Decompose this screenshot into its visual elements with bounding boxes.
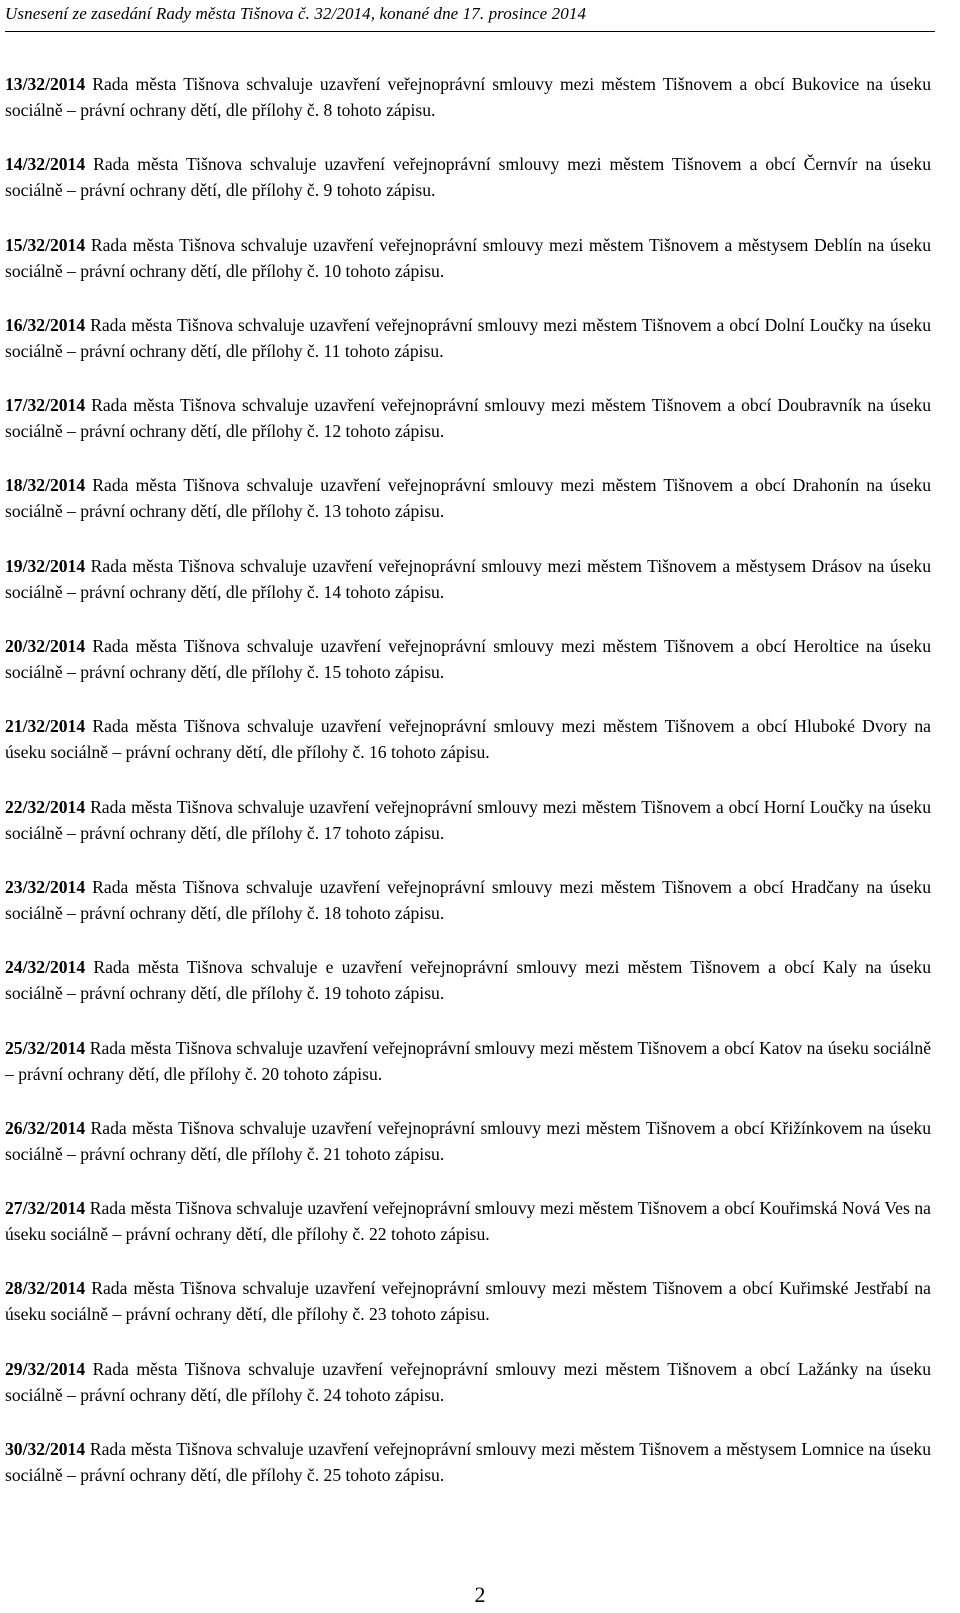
resolution-text: Rada města Tišnova schvaluje uzavření veřejnoprávní smlouvy mezi městem Tišnovem a obcí Hluboké Dvory na úseku sociálně – právní ochrany dětí, dle přílohy č. 16 tohoto zápisu. (5, 716, 931, 763)
resolution-item (5, 71, 931, 151)
resolution-item (5, 713, 931, 793)
resolution-text: Rada města Tišnova schvaluje uzavření veřejnoprávní smlouvy mezi městem Tišnovem a obcí Kouřimská Nová Ves na úseku sociálně – právní ochrany dětí, dle přílohy č. 22 tohoto zápisu. (5, 1198, 931, 1245)
page-number: 2 (474, 1582, 486, 1607)
resolution-text: Rada města Tišnova schvaluje uzavření veřejnoprávní smlouvy mezi městem Tišnovem a městysem Drásov na úseku sociálně – právní ochrany dětí, dle přílohy č. 14 tohoto zápisu. (5, 555, 931, 602)
resolution-text: Rada města Tišnova schvaluje uzavření veřejnoprávní smlouvy mezi městem Tišnovem a obcí Lažánky na úseku sociálně – právní ochrany dětí, dle přílohy č. 24 tohoto zápisu. (5, 1358, 931, 1405)
resolution-number: 17/32/2014 (5, 395, 86, 416)
resolution-item (5, 1436, 931, 1516)
resolution-text: Rada města Tišnova schvaluje uzavření veřejnoprávní smlouvy mezi městem Tišnovem a obcí Horní Loučky na úseku sociálně – právní ochrany dětí, dle přílohy č. 17 tohoto zápisu. (5, 796, 931, 843)
resolution-number: 21/32/2014 (5, 716, 86, 737)
resolution-item (5, 1115, 931, 1195)
resolution-text: Rada města Tišnova schvaluje uzavření veřejnoprávní smlouvy mezi městem Tišnovem a obcí Černvír na úseku sociálně – právní ochrany dětí, dle přílohy č. 9 tohoto zápisu. (5, 154, 931, 201)
resolution-text: Rada města Tišnova schvaluje uzavření veřejnoprávní smlouvy mezi městem Tišnovem a obcí Kuřimské Jestřabí na úseku sociálně – právní ochrany dětí, dle přílohy č. 23 tohoto zápisu. (5, 1278, 931, 1325)
resolution-number: 22/32/2014 (5, 796, 86, 817)
resolution-number: 19/32/2014 (5, 555, 86, 576)
resolution-number: 25/32/2014 (5, 1037, 86, 1058)
resolution-number: 24/32/2014 (5, 957, 86, 978)
resolution-number: 15/32/2014 (5, 234, 86, 255)
resolution-number: 30/32/2014 (5, 1439, 86, 1460)
resolution-item (5, 794, 931, 874)
resolution-item (5, 1356, 931, 1436)
resolution-number: 23/32/2014 (5, 876, 86, 897)
resolution-number: 20/32/2014 (5, 636, 86, 657)
resolution-item (5, 1195, 931, 1275)
resolution-text: Rada města Tišnova schvaluje uzavření veřejnoprávní smlouvy mezi městem Tišnovem a obcí Drahonín na úseku sociálně – právní ochrany dětí, dle přílohy č. 13 tohoto zápisu. (5, 475, 931, 522)
resolution-text: Rada města Tišnova schvaluje uzavření veřejnoprávní smlouvy mezi městem Tišnovem a obcí Křižínkovem na úseku sociálně – právní ochrany dětí, dle přílohy č. 21 tohoto zápisu. (5, 1117, 931, 1164)
resolution-text: Rada města Tišnova schvaluje uzavření veřejnoprávní smlouvy mezi městem Tišnovem a městysem Deblín na úseku sociálně – právní ochrany dětí, dle přílohy č. 10 tohoto zápisu. (5, 234, 931, 281)
resolution-text: Rada města Tišnova schvaluje uzavření veřejnoprávní smlouvy mezi městem Tišnovem a městysem Lomnice na úseku sociálně – právní ochrany dětí, dle přílohy č. 25 tohoto zápisu. (5, 1439, 931, 1486)
resolution-item (5, 633, 931, 713)
resolution-number: 28/32/2014 (5, 1278, 86, 1299)
resolution-item (5, 874, 931, 954)
resolution-number: 13/32/2014 (5, 74, 86, 94)
resolution-item (5, 472, 931, 552)
resolution-item (5, 312, 931, 392)
resolution-text: Rada města Tišnova schvaluje uzavření veřejnoprávní smlouvy mezi městem Tišnovem a obcí Bukovice na úseku sociálně – právní ochrany dětí, dle přílohy č. 8 tohoto zápisu. (5, 74, 931, 120)
resolution-text: Rada města Tišnova schvaluje uzavření veřejnoprávní smlouvy mezi městem Tišnovem a obcí Katov na úseku sociálně – právní ochrany dětí, dle přílohy č. 20 tohoto zápisu. (5, 1037, 931, 1084)
resolution-number: 16/32/2014 (5, 314, 86, 335)
resolution-item (5, 392, 931, 472)
resolution-text: Rada města Tišnova schvaluje uzavření veřejnoprávní smlouvy mezi městem Tišnovem a obcí Dolní Loučky na úseku sociálně – právní ochrany dětí, dle přílohy č. 11 tohoto zápisu. (5, 314, 931, 361)
resolution-text: Rada města Tišnova schvaluje e uzavření veřejnoprávní smlouvy mezi městem Tišnovem a obcí Kaly na úseku sociálně – právní ochrany dětí, dle přílohy č. 19 tohoto zápisu. (5, 957, 931, 1004)
resolution-item (5, 151, 931, 231)
resolution-text: Rada města Tišnova schvaluje uzavření veřejnoprávní smlouvy mezi městem Tišnovem a obcí Hradčany na úseku sociálně – právní ochrany dětí, dle přílohy č. 18 tohoto zápisu. (5, 876, 931, 923)
resolution-text: Rada města Tišnova schvaluje uzavření veřejnoprávní smlouvy mezi městem Tišnovem a obcí Doubravník na úseku sociálně – právní ochrany dětí, dle přílohy č. 12 tohoto zápisu. (5, 395, 931, 442)
resolution-number: 29/32/2014 (5, 1358, 86, 1379)
resolution-item (5, 1275, 931, 1355)
resolution-item (5, 553, 931, 633)
resolution-number: 27/32/2014 (5, 1198, 86, 1219)
resolution-number: 18/32/2014 (5, 475, 86, 496)
header-rule (5, 31, 935, 32)
resolution-item (5, 1035, 931, 1115)
resolution-item (5, 232, 931, 312)
resolution-number: 14/32/2014 (5, 154, 86, 175)
resolution-text: Rada města Tišnova schvaluje uzavření veřejnoprávní smlouvy mezi městem Tišnovem a obcí Heroltice na úseku sociálně – právní ochrany dětí, dle přílohy č. 15 tohoto zápisu. (5, 636, 931, 683)
document-header: Usnesení ze zasedání Rady města Tišnova č. 32/2014, konané dne 17. prosince 2014 (5, 4, 587, 23)
resolution-item (5, 954, 931, 1034)
resolution-list (5, 71, 931, 1516)
resolution-number: 26/32/2014 (5, 1117, 86, 1138)
